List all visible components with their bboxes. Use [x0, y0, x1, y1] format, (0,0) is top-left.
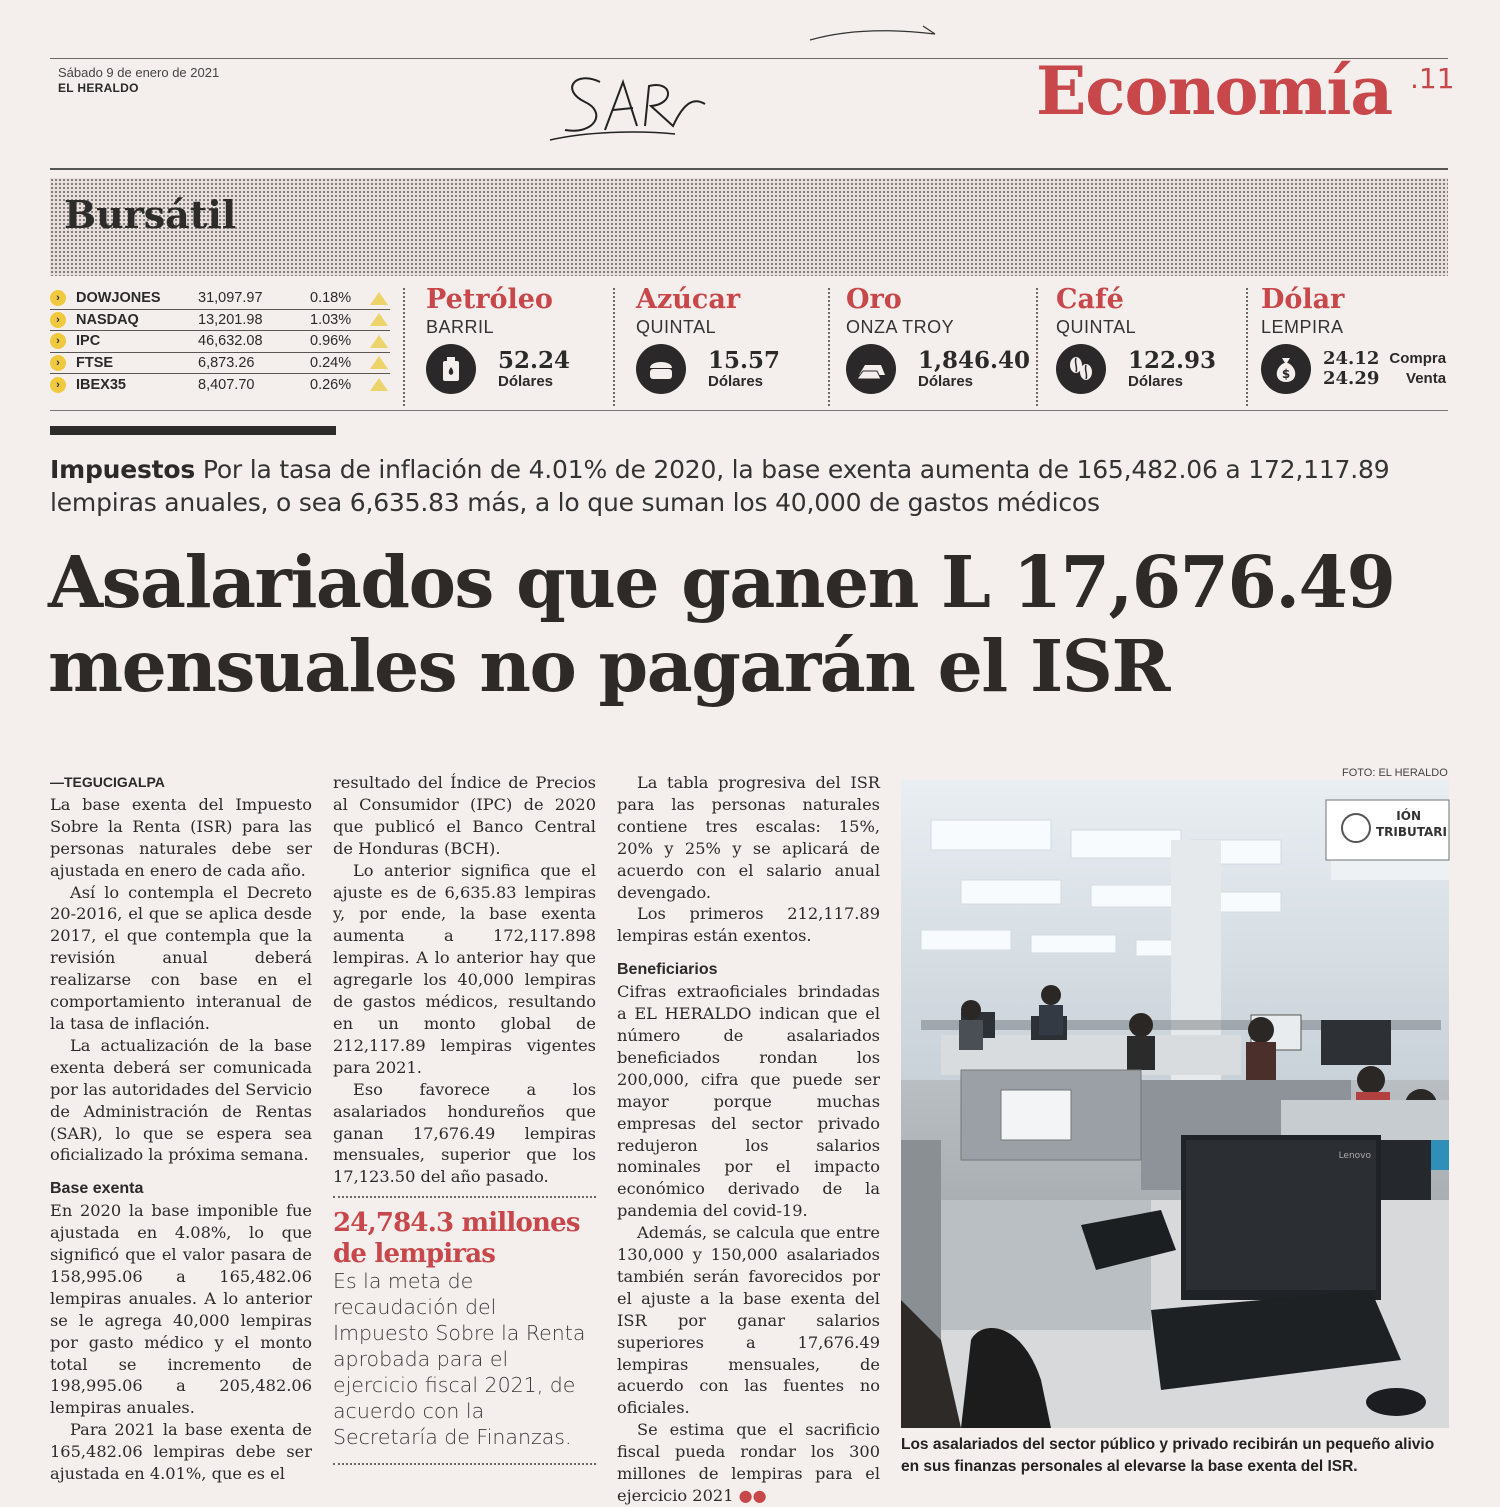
sugar-bowl-icon — [636, 344, 686, 394]
index-value: 6,873.26 — [198, 354, 255, 371]
commodity-dolar — [1261, 284, 1451, 394]
svg-text:$: $ — [1281, 367, 1291, 381]
paragraph: La base exenta del Impuesto Sobre la Renta (ISR) para las personas naturales debe ser ajustada en enero de cada año. — [50, 794, 312, 880]
index-value: 13,201.98 — [198, 311, 263, 328]
commodity-cafe — [1056, 284, 1256, 394]
dollar-buy-label: Compra — [1389, 350, 1447, 367]
commodity-unit: QUINTAL — [1056, 317, 1137, 337]
paragraph: La actualización de la base exenta deberá ser comunicada por las autoridades del Servicio de Administración de Rentas (SAR), lo que se espera sea oficializado la próxima semana. — [50, 1035, 312, 1165]
commodity-price: 52.24 — [498, 346, 571, 374]
up-triangle-icon — [370, 378, 388, 391]
index-name: DOWJONES — [76, 290, 161, 307]
market-title: Bursátil — [64, 192, 237, 237]
market-bottom-rule — [50, 410, 1448, 411]
commodity-oro — [846, 284, 1046, 394]
photo-caption: Los asalariados del sector público y privado recibirán un pequeño alivio en sus finanzas personales al elevarse la base exenta del ISR. — [901, 1436, 1435, 1475]
market-banner — [50, 178, 1448, 276]
commodity-price: 1,846.40 — [918, 346, 1031, 374]
index-table — [50, 288, 390, 396]
highlight-rule-top — [333, 1196, 596, 1198]
paragraph: Para 2021 la base exenta de 165,482.06 lempiras debe ser ajustada en 4.01%, que es el — [50, 1420, 312, 1484]
office-photo — [901, 780, 1449, 1428]
up-triangle-icon — [370, 292, 388, 305]
table-row — [50, 353, 390, 375]
issue-date: Sábado 9 de enero de 2021 — [58, 65, 220, 80]
commodity-azucar — [636, 284, 836, 394]
dollar-sell-price: 24.29 — [1323, 368, 1380, 389]
commodity-price: 122.93 — [1128, 346, 1217, 374]
table-row — [50, 374, 390, 396]
gold-bar-icon — [846, 344, 896, 394]
photo-credit: FOTO: EL HERALDO — [1342, 767, 1448, 779]
highlight-text: Es la meta de recaudación del Impuesto Sobre la Renta aprobada para el ejercicio fiscal 2021, de acuerdo con la Secretaría de Finanzas. — [333, 1269, 586, 1449]
kicker-text: Por la tasa de inflación de 4.01% de 2020, la base exenta aumenta de 165,482.06 a 172,117.89 lempiras anuales, o sea 6,635.83 más, a lo que suman los 40,000 de gastos médicos — [50, 455, 1390, 517]
index-change: 0.96% — [310, 333, 352, 350]
commodity-petroleo — [426, 284, 626, 394]
oil-can-icon — [426, 344, 476, 394]
dollar-sell-label: Venta — [1406, 370, 1447, 387]
commodity-title: Dólar — [1261, 284, 1345, 315]
section-rule — [50, 168, 1448, 170]
section-title: Economía — [1036, 52, 1393, 130]
paragraph: La tabla progresiva del ISR para las personas naturales contiene tres escalas: 15%, 20% y 25% y se aplicará de acuerdo con el salario anual devengado. — [617, 773, 880, 902]
monitor-brand: Lenovo — [1338, 1151, 1371, 1161]
index-value: 31,097.97 — [198, 290, 263, 307]
commodity-title: Petróleo — [426, 284, 553, 315]
chevron-right-icon: › — [50, 355, 66, 371]
page-number: .11 — [1410, 62, 1455, 95]
commodity-unit: BARRIL — [426, 317, 495, 337]
highlight-figure: 24,784.3 millones de lempiras — [333, 1208, 580, 1269]
index-value: 8,407.70 — [198, 376, 255, 393]
index-name: IBEX35 — [76, 376, 126, 393]
commodity-price: 15.57 — [708, 346, 781, 374]
table-row — [50, 331, 390, 353]
commodity-unit: ONZA TROY — [846, 317, 955, 337]
index-name: IPC — [76, 333, 101, 350]
article-column-2 — [333, 772, 596, 1188]
commodity-currency: Dólares — [708, 372, 764, 390]
divider — [403, 288, 405, 406]
commodity-unit: LEMPIRA — [1261, 317, 1344, 337]
paragraph: resultado del Índice de Precios al Consumidor (IPC) de 2020 que publicó el Banco Central de Honduras (BCH). — [333, 773, 596, 858]
sign-text-1: IÓN — [1396, 809, 1421, 823]
chevron-right-icon: › — [50, 377, 66, 393]
kicker — [50, 453, 1450, 519]
article-column-1 — [50, 772, 312, 1485]
up-triangle-icon — [370, 313, 388, 326]
index-change: 0.18% — [310, 290, 352, 307]
commodity-currency: Dólares — [498, 372, 554, 390]
paragraph: Además, se calcula que entre 130,000 y 150,000 asalariados también serán favorecidos por el ajuste a la base exenta del ISR por ganar salarios superiores a 17,676.49 lempiras mensuales, de acuerdo con las fuentes no oficiales. — [617, 1223, 880, 1418]
paragraph: Cifras extraoficiales brindadas a EL HERALDO indican que el número de asalariados beneficiados rondan los 200,000, cifra que puede ser mayor porque muchas empresas del sector privado redujeron los salarios nominales por el impacto económico derivado de la pandemia del covid-19. — [617, 982, 880, 1221]
chevron-right-icon: › — [50, 312, 66, 328]
sign-text-2: TRIBUTARI — [1375, 825, 1447, 839]
paragraph: Así lo contempla el Decreto 20-2016, el que se aplica desde 2017, el que contempla que la revisión anual deberá realizarse con base en el comportamiento interanual de la tasa de inflación. — [50, 882, 312, 1033]
up-triangle-icon — [370, 335, 388, 348]
index-change: 0.26% — [310, 376, 352, 393]
dollar-buy-price: 24.12 — [1323, 348, 1380, 369]
headline-line-2: mensuales no pagarán el ISR — [48, 624, 1169, 708]
commodity-title: Azúcar — [636, 284, 741, 315]
index-name: FTSE — [76, 354, 114, 371]
headline — [48, 540, 1458, 708]
paragraph: Lo anterior significa que el ajuste es de 6,635.83 lempiras y, por ende, la base exenta aumenta a 172,117.898 lempiras. A lo anterior hay que agregarle los 40,000 lempiras de gastos médicos, resultando en un monto global de 212,117.89 lempiras vigentes para 2021. — [333, 860, 596, 1077]
paragraph: Los primeros 212,117.89 lempiras están exentos. — [617, 904, 880, 946]
index-name: NASDAQ — [76, 311, 139, 328]
chevron-right-icon: › — [50, 290, 66, 306]
kicker-bar — [50, 426, 336, 435]
paragraph-text: Se estima que el sacrificio fiscal pueda rondar los 300 millones de lempiras para el ejercicio 2021 — [617, 1420, 880, 1505]
handwritten-signature — [545, 60, 715, 150]
commodity-currency: Dólares — [1128, 372, 1184, 390]
table-row — [50, 310, 390, 332]
commodity-currency: Dólares — [918, 372, 974, 390]
subhead: Base exenta — [50, 1180, 144, 1198]
commodity-unit: QUINTAL — [636, 317, 717, 337]
money-bag-icon — [1261, 344, 1311, 394]
commodity-title: Café — [1056, 284, 1124, 315]
kicker-label: Impuestos — [50, 455, 196, 484]
pen-mark — [805, 20, 945, 50]
headline-line-1: Asalariados que ganen L 17,676.49 — [48, 540, 1395, 624]
office-photo-illustration — [901, 780, 1449, 1428]
index-change: 1.03% — [310, 311, 352, 328]
highlight-rule-bottom — [333, 1463, 596, 1465]
commodity-title: Oro — [846, 284, 902, 315]
end-mark: ●● — [738, 1486, 767, 1505]
paragraph — [617, 1419, 880, 1507]
index-value: 46,632.08 — [198, 333, 263, 350]
chevron-right-icon: › — [50, 333, 66, 349]
coffee-bean-icon — [1056, 344, 1106, 394]
dateline: —TEGUCIGALPA — [50, 774, 165, 790]
article-column-3 — [617, 772, 880, 1507]
newspaper-name: EL HERALDO — [58, 81, 139, 95]
table-row — [50, 288, 390, 310]
subhead: Beneficiarios — [617, 961, 718, 979]
index-change: 0.24% — [310, 354, 352, 371]
paragraph: En 2020 la base imponible fue ajustada en 4.08%, lo que significó que el valor pasara de 158,995.06 a 165,482.06 lempiras anuales. A lo anterior se le agrega 40,000 lempiras por gasto médico y el monto total se incremento de 198,995.06 a 205,482.06 lempiras anuales. — [50, 1201, 312, 1418]
paragraph: Eso favorece a los asalariados hondureños que ganan 17,676.49 lempiras mensuales, superior que los 17,123.50 del año pasado. — [333, 1079, 596, 1187]
up-triangle-icon — [370, 356, 388, 369]
